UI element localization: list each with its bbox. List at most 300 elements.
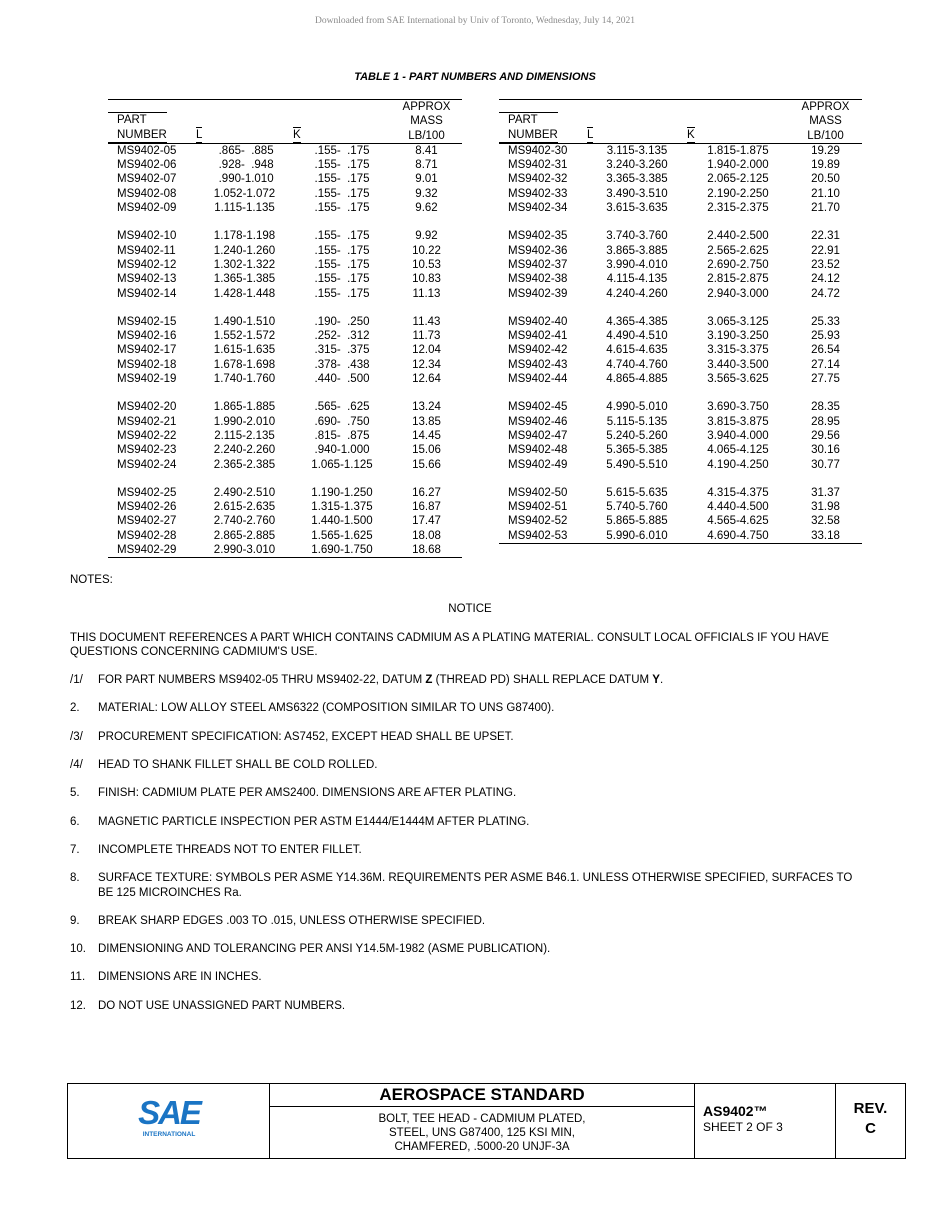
spacer-cell bbox=[108, 301, 196, 315]
spacer-cell bbox=[789, 472, 862, 486]
k-cell: 1.190-1.250 bbox=[311, 486, 373, 499]
spacer-cell bbox=[196, 386, 293, 400]
part-number-cell: MS9402-24 bbox=[117, 458, 177, 471]
note-text: MATERIAL: LOW ALLOY STEEL AMS6322 (COMPOSITION SIMILAR TO UNS G87400). bbox=[98, 702, 555, 715]
table-row bbox=[108, 258, 462, 272]
k-cell: .190- .250 bbox=[314, 315, 370, 328]
mass-cell: 14.45 bbox=[412, 429, 441, 442]
table-row bbox=[499, 543, 862, 544]
k-cell: .565- .625 bbox=[314, 401, 370, 414]
column-header: PART NUMBER bbox=[108, 113, 167, 143]
note-list bbox=[70, 701, 870, 1013]
mass-cell: 9.01 bbox=[415, 173, 438, 186]
k-cell: .155- .175 bbox=[314, 273, 370, 286]
table-row bbox=[499, 514, 862, 528]
part-number-cell: MS9402-41 bbox=[508, 330, 568, 343]
l-cell: 2.365-2.385 bbox=[213, 458, 276, 471]
spacer-cell bbox=[391, 386, 462, 400]
mass-cell: 8.71 bbox=[415, 159, 438, 172]
l-cell: 3.865-3.885 bbox=[606, 244, 668, 257]
k-cell: 2.940-3.000 bbox=[707, 287, 769, 300]
k-cell: 4.440-4.500 bbox=[707, 501, 769, 514]
table-row bbox=[499, 172, 862, 186]
part-number-cell: MS9402-12 bbox=[117, 258, 177, 271]
table-row bbox=[108, 400, 462, 414]
table-row bbox=[108, 529, 462, 543]
part-number-cell: MS9402-38 bbox=[508, 273, 568, 286]
table-row bbox=[499, 372, 862, 386]
column-header: K bbox=[293, 128, 301, 141]
spacer-cell bbox=[108, 386, 196, 400]
spacer-cell bbox=[293, 301, 391, 315]
mass-cell: 15.66 bbox=[412, 458, 441, 471]
note-text: FOR PART NUMBERS MS9402-05 THRU MS9402-22, DATUM Z (THREAD PD) SHALL REPLACE DATUM Y. bbox=[98, 674, 664, 687]
mass-cell: 19.89 bbox=[811, 159, 840, 172]
k-cell: 2.440-2.500 bbox=[707, 230, 769, 243]
revision-cell bbox=[836, 1084, 905, 1158]
mass-cell: 22.91 bbox=[811, 244, 840, 257]
header-blank bbox=[499, 100, 587, 144]
note-number: 8. bbox=[70, 872, 80, 885]
spacer-cell bbox=[789, 301, 862, 315]
mass-cell: 9.32 bbox=[415, 187, 438, 200]
k-cell: 3.315-3.375 bbox=[707, 344, 769, 357]
note-text: DIMENSIONING AND TOLERANCING PER ANSI Y14.5M-1982 (ASME PUBLICATION). bbox=[98, 943, 551, 956]
k-cell: 2.565-2.625 bbox=[707, 244, 769, 257]
note-item bbox=[70, 970, 870, 984]
mass-cell: 8.41 bbox=[415, 144, 438, 157]
k-cell: 1.940-2.000 bbox=[707, 159, 769, 172]
notes-section bbox=[70, 573, 870, 1013]
table-row bbox=[499, 329, 862, 343]
table-row bbox=[108, 143, 462, 158]
spacer-cell bbox=[108, 215, 196, 229]
table-row bbox=[108, 343, 462, 357]
k-cell: 2.815-2.875 bbox=[707, 273, 769, 286]
header-blank bbox=[108, 100, 196, 144]
part-number-cell: MS9402-47 bbox=[508, 429, 568, 442]
l-cell: 3.115-3.135 bbox=[606, 144, 668, 157]
table-row bbox=[108, 272, 462, 286]
part-number-cell: MS9402-07 bbox=[117, 173, 177, 186]
spacer-cell bbox=[293, 472, 391, 486]
l-cell: 4.115-4.135 bbox=[606, 273, 668, 286]
part-number-cell: MS9402-34 bbox=[508, 202, 568, 215]
part-number-cell: MS9402-28 bbox=[117, 529, 177, 542]
k-cell: .155- .175 bbox=[314, 287, 370, 300]
k-cell: 3.815-3.875 bbox=[707, 415, 769, 428]
part-number-cell: MS9402-11 bbox=[117, 244, 176, 257]
part-number-cell: MS9402-16 bbox=[117, 330, 177, 343]
l-cell: 2.115-2.135 bbox=[214, 429, 275, 442]
mass-cell: 11.73 bbox=[412, 330, 441, 343]
note-text: FINISH: CADMIUM PLATE PER AMS2400. DIMENSIONS ARE AFTER PLATING. bbox=[98, 787, 517, 800]
k-cell: .315- .375 bbox=[314, 344, 370, 357]
l-cell: 5.365-5.385 bbox=[606, 444, 668, 457]
l-cell: 2.490-2.510 bbox=[213, 486, 276, 499]
download-watermark: Downloaded from SAE International by Univ of Toronto, Wednesday, July 14, 2021 bbox=[314, 16, 636, 26]
table-row bbox=[108, 158, 462, 172]
mass-cell: 30.77 bbox=[811, 458, 840, 471]
title-cell bbox=[270, 1084, 695, 1158]
l-cell: 3.615-3.635 bbox=[606, 202, 668, 215]
table-row bbox=[499, 458, 862, 472]
mass-cell: 31.37 bbox=[811, 486, 840, 499]
part-number-cell: MS9402-06 bbox=[117, 159, 177, 172]
table-row bbox=[499, 486, 862, 500]
l-cell: 3.490-3.510 bbox=[606, 187, 668, 200]
part-number-cell: MS9402-19 bbox=[117, 373, 177, 386]
table-row bbox=[499, 258, 862, 272]
spacer-cell bbox=[687, 301, 789, 315]
spacer-cell bbox=[789, 386, 862, 400]
mass-cell: 13.85 bbox=[412, 415, 441, 428]
part-table-right bbox=[499, 99, 862, 544]
k-cell: 3.190-3.250 bbox=[707, 330, 769, 343]
spacer-cell bbox=[499, 301, 587, 315]
k-cell: 3.440-3.500 bbox=[707, 358, 769, 371]
l-cell: 1.428-1.448 bbox=[213, 287, 276, 300]
note-item bbox=[70, 999, 870, 1013]
k-cell: 4.190-4.250 bbox=[707, 458, 769, 471]
k-cell bbox=[687, 543, 789, 544]
note-item bbox=[70, 914, 870, 928]
table-row bbox=[499, 229, 862, 243]
mass-cell: 16.27 bbox=[412, 486, 441, 499]
part-number-cell: MS9402-52 bbox=[508, 515, 568, 528]
part-number-cell: MS9402-40 bbox=[508, 315, 568, 328]
notes-label: NOTES: bbox=[70, 574, 113, 586]
l-cell: 5.865-5.885 bbox=[606, 515, 668, 528]
spacer-cell bbox=[499, 215, 587, 229]
note-item bbox=[70, 786, 870, 800]
mass-cell: 17.47 bbox=[412, 515, 441, 528]
k-cell: 1.440-1.500 bbox=[311, 515, 373, 528]
part-number-cell: MS9402-35 bbox=[508, 230, 568, 243]
mass-cell: 13.24 bbox=[412, 401, 441, 414]
l-cell: 1.302-1.322 bbox=[213, 258, 276, 271]
note-item bbox=[70, 701, 870, 715]
sae-logo-subtext: INTERNATIONAL bbox=[142, 1131, 196, 1138]
note-item bbox=[70, 815, 870, 829]
note-number: /4/ bbox=[70, 759, 83, 772]
notice-title: NOTICE bbox=[448, 603, 492, 616]
spacer-cell bbox=[587, 215, 687, 229]
mass-cell: 23.52 bbox=[811, 258, 840, 271]
spacer-cell bbox=[108, 472, 196, 486]
header-approx: APPROX MASS LB/100 bbox=[391, 100, 462, 144]
table-row bbox=[108, 287, 462, 301]
mass-cell: 19.29 bbox=[811, 144, 840, 157]
table-row bbox=[499, 315, 862, 329]
table-row bbox=[108, 458, 462, 472]
spacer-cell bbox=[687, 215, 789, 229]
part-number-cell: MS9402-49 bbox=[508, 458, 568, 471]
table-row bbox=[108, 329, 462, 343]
table-row bbox=[108, 415, 462, 429]
k-cell: .815- .875 bbox=[314, 429, 370, 442]
mass-cell: 27.14 bbox=[811, 358, 840, 371]
table-row bbox=[499, 443, 862, 457]
spacer-cell bbox=[293, 386, 391, 400]
mass-cell: 24.72 bbox=[811, 287, 840, 300]
table-row bbox=[108, 372, 462, 386]
l-cell: 3.365-3.385 bbox=[606, 173, 668, 186]
k-cell: 3.940-4.000 bbox=[707, 429, 769, 442]
table-row bbox=[108, 172, 462, 186]
part-number-cell: MS9402-31 bbox=[508, 159, 568, 172]
part-number-cell: MS9402-32 bbox=[508, 173, 568, 186]
part-number-cell: MS9402-51 bbox=[508, 501, 568, 514]
part-number-cell: MS9402-23 bbox=[117, 444, 177, 457]
part-description: BOLT, TEE HEAD - CADMIUM PLATED, STEEL, UNS G87400, 125 KSI MIN, CHAMFERED, .5000-20 UNJF-3A bbox=[378, 1113, 586, 1153]
note-number: 7. bbox=[70, 843, 80, 856]
mass-cell: 26.54 bbox=[811, 344, 840, 357]
mass-cell: 12.34 bbox=[412, 358, 441, 371]
table-row bbox=[108, 443, 462, 457]
part-number-cell: MS9402-36 bbox=[508, 244, 568, 257]
k-cell: .690- .750 bbox=[314, 415, 370, 428]
l-cell: .990-1.010 bbox=[215, 173, 274, 186]
note-item bbox=[70, 871, 870, 900]
l-cell: 1.240-1.260 bbox=[213, 244, 276, 257]
note-number: 9. bbox=[70, 914, 80, 927]
spacer-cell bbox=[687, 472, 789, 486]
mass-cell: 28.35 bbox=[811, 401, 840, 414]
table-row bbox=[499, 529, 862, 543]
l-cell: 2.740-2.760 bbox=[213, 515, 276, 528]
part-number-cell: MS9402-13 bbox=[117, 273, 177, 286]
l-cell: 3.990-4.010 bbox=[606, 258, 668, 271]
part-number-cell: MS9402-43 bbox=[508, 358, 568, 371]
mass-cell: 18.08 bbox=[412, 529, 441, 542]
column-header: K bbox=[687, 128, 695, 141]
table-row bbox=[108, 201, 462, 215]
l-cell: 1.178-1.198 bbox=[213, 230, 276, 243]
header-blank bbox=[196, 100, 293, 144]
mass-cell: 11.13 bbox=[412, 287, 441, 300]
l-cell: 5.490-5.510 bbox=[606, 458, 668, 471]
k-cell: .155- .175 bbox=[314, 159, 370, 172]
note-item bbox=[70, 758, 870, 772]
note-number: /1/ bbox=[70, 674, 83, 687]
column-header: L bbox=[196, 128, 203, 141]
k-cell: .155- .175 bbox=[314, 230, 370, 243]
note-text: BREAK SHARP EDGES .003 TO .015, UNLESS OTHERWISE SPECIFIED. bbox=[98, 914, 486, 927]
l-cell: 5.615-5.635 bbox=[606, 486, 668, 499]
part-number-cell: MS9402-30 bbox=[508, 144, 568, 157]
k-cell: .155- .175 bbox=[314, 244, 370, 257]
mass-cell: 18.68 bbox=[391, 543, 462, 558]
mass-cell: 30.16 bbox=[811, 444, 840, 457]
part-number-cell: MS9402-20 bbox=[117, 401, 177, 414]
header-blank bbox=[293, 100, 391, 144]
table-row bbox=[499, 429, 862, 443]
l-cell: 3.240-3.260 bbox=[606, 159, 668, 172]
l-cell: 1.490-1.510 bbox=[213, 315, 276, 328]
spacer-cell bbox=[293, 215, 391, 229]
l-cell: 5.740-5.760 bbox=[606, 501, 668, 514]
part-number-cell: MS9402-18 bbox=[117, 358, 177, 371]
k-cell: 3.690-3.750 bbox=[707, 401, 769, 414]
l-cell: 1.552-1.572 bbox=[213, 330, 276, 343]
mass-cell: 12.64 bbox=[412, 373, 441, 386]
k-cell: 2.690-2.750 bbox=[707, 258, 769, 271]
l-cell: 1.615-1.635 bbox=[213, 344, 276, 357]
part-number-cell: MS9402-42 bbox=[508, 344, 568, 357]
k-cell: 1.065-1.125 bbox=[311, 458, 373, 471]
part-number-cell: MS9402-15 bbox=[117, 315, 177, 328]
table-row bbox=[499, 358, 862, 372]
table-row bbox=[108, 315, 462, 329]
header-blank bbox=[687, 100, 789, 144]
table-row bbox=[499, 415, 862, 429]
k-cell: .155- .175 bbox=[314, 258, 370, 271]
part-number-cell: MS9402-53 bbox=[508, 529, 568, 542]
mass-cell: 16.87 bbox=[412, 501, 441, 514]
mass-cell: 11.43 bbox=[412, 315, 441, 328]
l-cell: 1.052-1.072 bbox=[213, 187, 276, 200]
k-cell: 1.315-1.375 bbox=[311, 501, 373, 514]
mass-cell: 32.58 bbox=[811, 515, 840, 528]
l-cell: 5.240-5.260 bbox=[606, 429, 668, 442]
table-row bbox=[108, 543, 462, 558]
note-item bbox=[70, 843, 870, 857]
spacer-cell bbox=[196, 301, 293, 315]
table-row bbox=[499, 244, 862, 258]
part-number-cell: MS9402-17 bbox=[117, 344, 177, 357]
part-number-cell: MS9402-45 bbox=[508, 401, 568, 414]
note-item bbox=[70, 730, 870, 744]
part-number-cell bbox=[499, 543, 587, 544]
l-cell: 4.240-4.260 bbox=[606, 287, 668, 300]
note-number: 12. bbox=[70, 999, 86, 1012]
header-approx: APPROX MASS LB/100 bbox=[789, 100, 862, 144]
part-number-cell: MS9402-09 bbox=[117, 202, 177, 215]
k-cell: 4.065-4.125 bbox=[707, 444, 769, 457]
mass-cell: 22.31 bbox=[811, 230, 840, 243]
k-cell: .155- .175 bbox=[314, 173, 370, 186]
part-number-cell: MS9402-21 bbox=[117, 415, 177, 428]
table-row bbox=[499, 400, 862, 414]
spacer-cell bbox=[587, 386, 687, 400]
mass-cell: 21.70 bbox=[811, 202, 840, 215]
part-number-cell: MS9402-29 bbox=[108, 543, 196, 558]
l-cell: 1.990-2.010 bbox=[213, 415, 276, 428]
part-number-cell: MS9402-22 bbox=[117, 429, 177, 442]
l-cell: 2.615-2.635 bbox=[213, 501, 276, 514]
standard-heading: AEROSPACE STANDARD bbox=[270, 1084, 694, 1107]
title-block bbox=[67, 1083, 906, 1159]
table-row bbox=[108, 244, 462, 258]
k-cell: 4.690-4.750 bbox=[707, 529, 769, 542]
mass-cell: 29.56 bbox=[811, 429, 840, 442]
spacer-cell bbox=[499, 472, 587, 486]
part-number-cell: MS9402-48 bbox=[508, 444, 568, 457]
spacer-cell bbox=[196, 215, 293, 229]
spacer-cell bbox=[687, 386, 789, 400]
part-number-cell: MS9402-46 bbox=[508, 415, 568, 428]
l-cell: 2.865-2.885 bbox=[213, 529, 276, 542]
part-number-cell: MS9402-10 bbox=[117, 230, 177, 243]
note-number: 10. bbox=[70, 943, 86, 956]
header-blank bbox=[587, 100, 687, 144]
note-text: MAGNETIC PARTICLE INSPECTION PER ASTM E1444/E1444M AFTER PLATING. bbox=[98, 815, 530, 828]
mass-cell: 10.83 bbox=[412, 273, 441, 286]
k-cell: 1.690-1.750 bbox=[293, 543, 391, 558]
table-row bbox=[499, 343, 862, 357]
k-cell: .155- .175 bbox=[314, 144, 370, 157]
spacer-cell bbox=[196, 472, 293, 486]
k-cell: 4.565-4.625 bbox=[707, 515, 769, 528]
note-item bbox=[70, 673, 870, 687]
table-row bbox=[108, 229, 462, 243]
part-number-cell: MS9402-39 bbox=[508, 287, 568, 300]
k-cell: .378- .438 bbox=[314, 358, 370, 371]
note-item bbox=[70, 942, 870, 956]
l-cell: .928- .948 bbox=[215, 159, 274, 172]
part-number-cell: MS9402-05 bbox=[117, 144, 177, 157]
note-text: INCOMPLETE THREADS NOT TO ENTER FILLET. bbox=[98, 843, 362, 856]
part-number-cell: MS9402-26 bbox=[117, 501, 177, 514]
table-row bbox=[108, 187, 462, 201]
k-cell: .440- .500 bbox=[314, 373, 370, 386]
l-cell: 5.990-6.010 bbox=[606, 529, 668, 542]
l-cell: 1.115-1.135 bbox=[214, 202, 275, 215]
part-number-cell: MS9402-27 bbox=[117, 515, 177, 528]
notice-text: THIS DOCUMENT REFERENCES A PART WHICH CONTAINS CADMIUM AS A PLATING MATERIAL. CONSULT LOCAL OFFICIALS IF YOU HAVE QUESTIONS CONCERNING CADMIUM'S USE. bbox=[70, 631, 829, 658]
note-text: PROCUREMENT SPECIFICATION: AS7452, EXCEPT HEAD SHALL BE UPSET. bbox=[98, 730, 514, 743]
note-text: HEAD TO SHANK FILLET SHALL BE COLD ROLLED. bbox=[98, 759, 378, 772]
part-number-cell: MS9402-14 bbox=[117, 287, 177, 300]
spacer-cell bbox=[391, 301, 462, 315]
note-number: /3/ bbox=[70, 730, 83, 743]
k-cell: 4.315-4.375 bbox=[707, 486, 769, 499]
table-row bbox=[499, 500, 862, 514]
k-cell: 2.190-2.250 bbox=[707, 187, 769, 200]
mass-cell: 25.93 bbox=[811, 330, 840, 343]
l-cell: 4.990-5.010 bbox=[606, 401, 668, 414]
table-row bbox=[499, 143, 862, 158]
part-number-cell: MS9402-08 bbox=[117, 187, 177, 200]
spacer-cell bbox=[499, 386, 587, 400]
l-cell: 5.115-5.135 bbox=[606, 415, 668, 428]
mass-cell: 10.53 bbox=[412, 258, 441, 271]
mass-cell: 20.50 bbox=[811, 173, 840, 186]
k-cell: 2.065-2.125 bbox=[707, 173, 769, 186]
l-cell: 1.865-1.885 bbox=[213, 401, 276, 414]
sae-logo-cell bbox=[68, 1084, 270, 1158]
note-number: 5. bbox=[70, 787, 80, 800]
mass-cell: 25.33 bbox=[811, 315, 840, 328]
k-cell: .940-1.000 bbox=[314, 444, 370, 457]
mass-cell: 21.10 bbox=[811, 187, 840, 200]
mass-cell: 9.92 bbox=[415, 230, 438, 243]
document-cell bbox=[695, 1084, 836, 1158]
spacer-cell bbox=[391, 472, 462, 486]
part-number-cell: MS9402-33 bbox=[508, 187, 568, 200]
mass-cell: 24.12 bbox=[811, 273, 840, 286]
sheet-number: SHEET 2 OF 3 bbox=[703, 1120, 783, 1134]
table-row bbox=[499, 201, 862, 215]
l-cell: 4.865-4.885 bbox=[606, 373, 668, 386]
part-number-cell: MS9402-25 bbox=[117, 486, 177, 499]
mass-cell: 27.75 bbox=[811, 373, 840, 386]
part-number-cell: MS9402-44 bbox=[508, 373, 568, 386]
part-number-cell: MS9402-37 bbox=[508, 258, 568, 271]
part-table-left bbox=[108, 99, 462, 558]
note-text: SURFACE TEXTURE: SYMBOLS PER ASME Y14.36M. REQUIREMENTS PER ASME B46.1. UNLESS OTHERWISE SPECIFIED, SURFACES TO BE 125 MICROINCHES Ra. bbox=[98, 872, 853, 899]
